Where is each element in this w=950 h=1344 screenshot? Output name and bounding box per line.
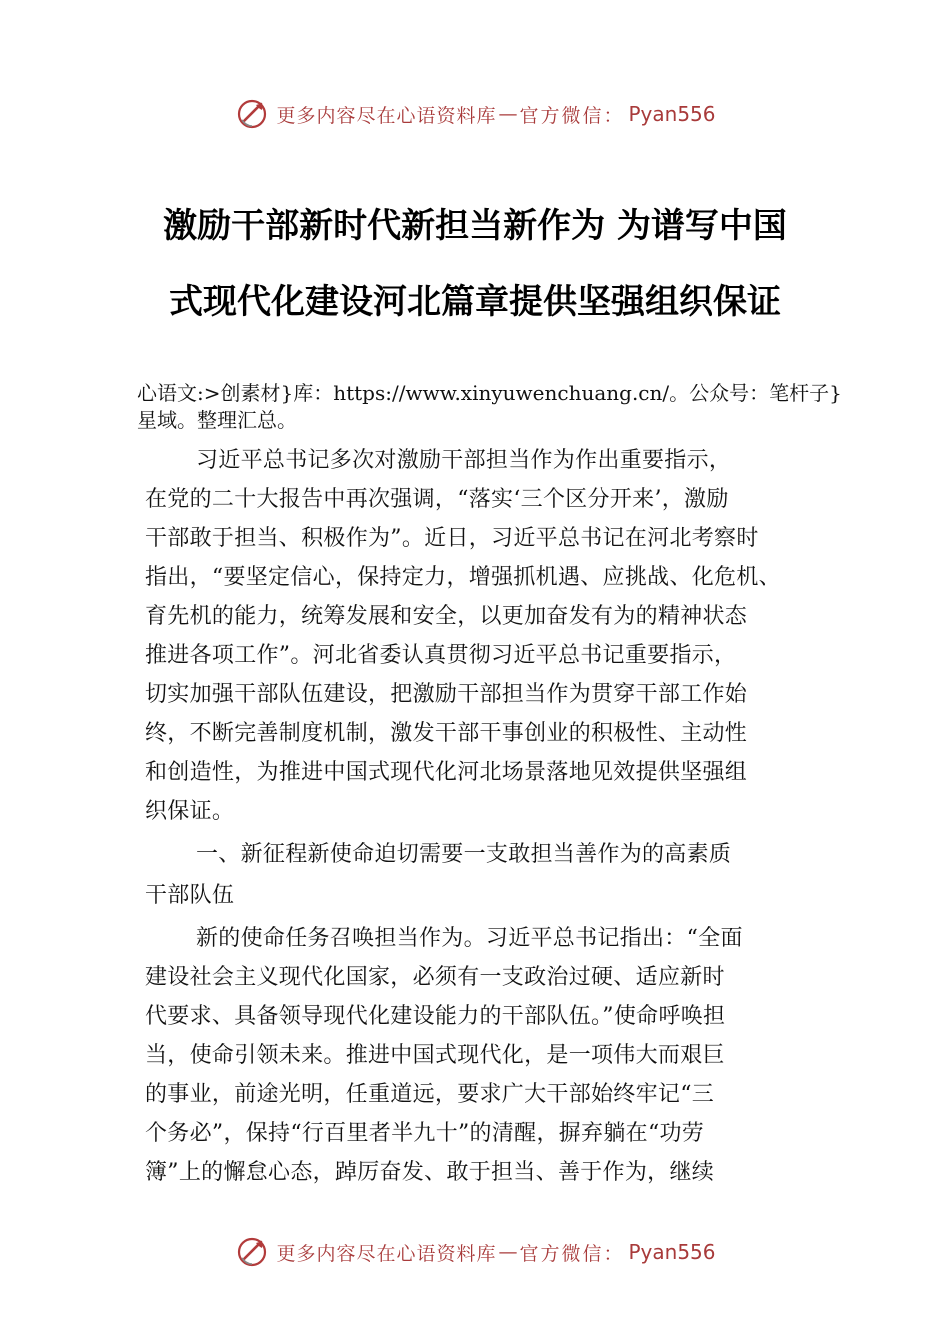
quill-logo-icon <box>234 1234 270 1270</box>
footer-banner <box>0 1230 950 1274</box>
body-line: 建设社会主义现代化国家，必须有一支政治过硬、适应新时 <box>145 965 725 990</box>
header-banner <box>0 92 950 136</box>
body-line: 推进各项工作”。河北省委认真贯彻习近平总书记重要指示， <box>145 643 737 668</box>
banner-dash: — <box>498 103 518 125</box>
source-note: 心语文:>创素材}库：https://www.xinyuwenchuang.cn/。公众号：笔杆子}星域。整理汇总。 <box>137 381 842 432</box>
title-line-1: 激励干部新时代新担当新作为 为谱写中国 <box>163 206 787 246</box>
body-line: 簿”上的懈怠心态，踔厉奋发、敢于担当、善于作为，继续 <box>145 1160 715 1185</box>
wechat-id: Pyan556 <box>628 1240 716 1264</box>
body-line: 新的使命任务召唤担当作为。习近平总书记指出：“全面 <box>196 926 743 951</box>
body-line: 指出，“要坚定信心，保持定力，增强抓机遇、应挑战、化危机、 <box>145 565 781 590</box>
wechat-label: 官方微信： <box>519 1242 625 1265</box>
body-line: 切实加强干部队伍建设，把激励干部担当作为贯穿干部工作始 <box>145 682 748 707</box>
body-line: 代要求、具备领导现代化建设能力的干部队伍。”使命呼唤担 <box>145 1004 726 1029</box>
wechat-label: 官方微信： <box>519 104 625 127</box>
wechat-id: Pyan556 <box>628 102 716 126</box>
body-line: 终，不断完善制度机制，激发干部干事创业的积极性、主动性 <box>145 721 748 746</box>
section-heading: 一、新征程新使命迫切需要一支敢担当善作为的高素质 <box>196 842 732 867</box>
body-line: 当，使命引领未来。推进中国式现代化，是一项伟大而艰巨 <box>145 1043 725 1068</box>
body-line: 在党的二十大报告中再次强调，“落实‘三个区分开来’，激励 <box>145 487 729 512</box>
body-line: 干部敢于担当、积极作为”。近日，习近平总书记在河北考察时 <box>145 526 759 551</box>
body-line: 习近平总书记多次对激励干部担当作为作出重要指示， <box>196 448 732 473</box>
section-heading: 干部队伍 <box>145 883 235 908</box>
title-line-2: 式现代化建设河北篇章提供坚强组织保证 <box>169 282 781 322</box>
banner-dash: — <box>498 1241 518 1263</box>
body-line: 的事业，前途光明，任重道远，要求广大干部始终牢记“三 <box>145 1082 715 1107</box>
banner-text: 更多内容尽在心语资料库 <box>276 1242 497 1265</box>
body-line: 个务必”，保持“行百里者半九十”的清醒，摒弃躺在“功劳 <box>145 1121 705 1146</box>
quill-logo-icon <box>234 96 270 132</box>
body-line: 育先机的能力，统筹发展和安全，以更加奋发有为的精神状态 <box>145 604 748 629</box>
body-line: 织保证。 <box>145 799 235 824</box>
banner-text: 更多内容尽在心语资料库 <box>276 104 497 127</box>
body-line: 和创造性，为推进中国式现代化河北场景落地见效提供坚强组 <box>145 760 748 785</box>
